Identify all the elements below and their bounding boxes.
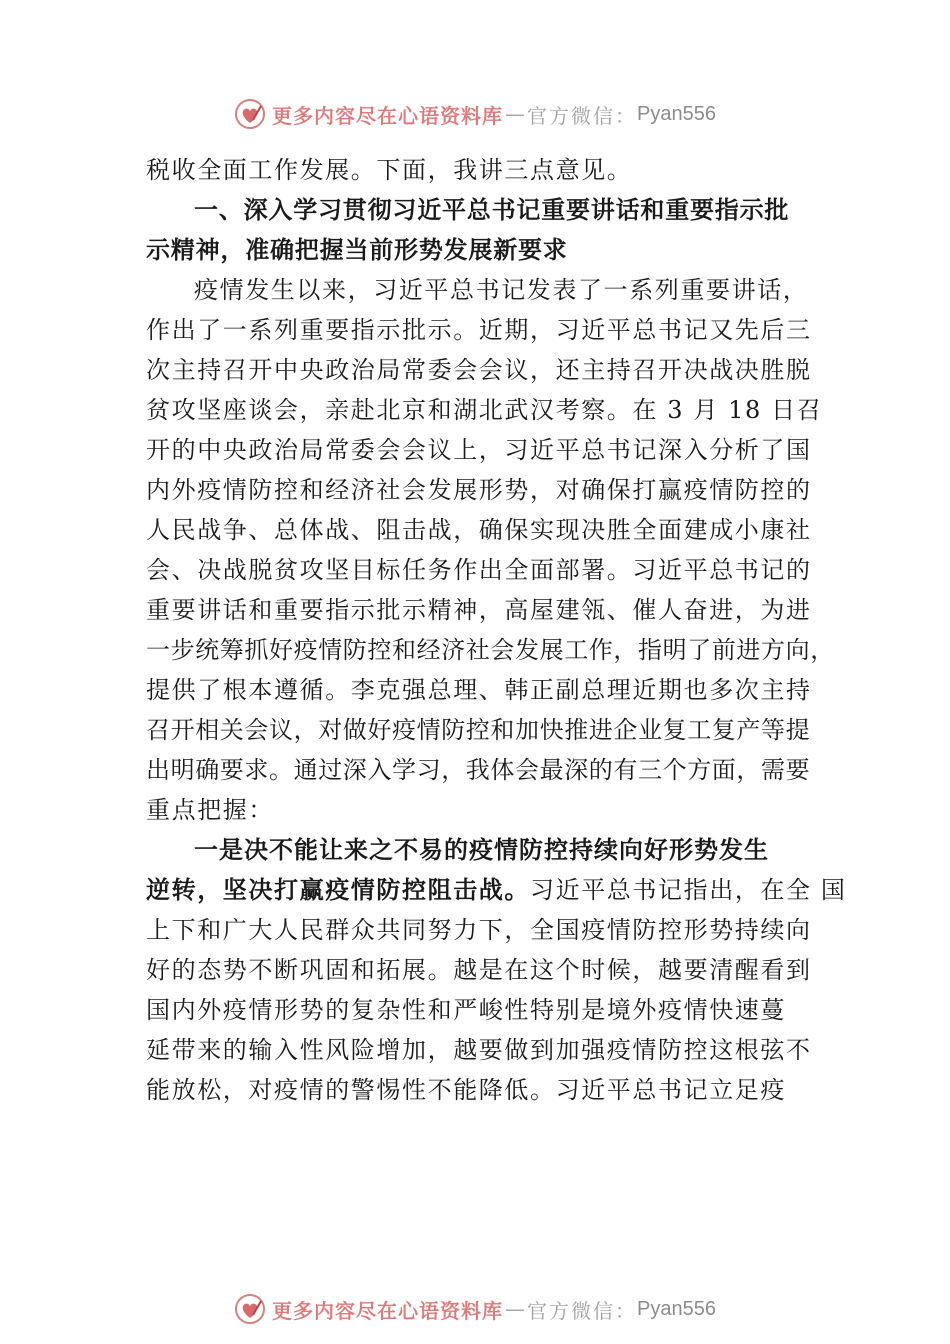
paragraph-line: 内外疫情防控和经济社会发展形势，对确保打赢疫情防控的 [146,476,812,504]
watermark-separator: — [505,1297,526,1321]
watermark-label: 官方微信： [527,1298,638,1323]
watermark-text: 更多内容尽在心语资料库 [272,103,504,128]
paragraph-line: 税收全面工作发展。下面，我讲三点意见。 [146,156,633,184]
paragraph-line: 提供了根本遵循。李克强总理、韩正副总理近期也多次主持 [146,676,812,704]
key-point-line-mixed [146,870,847,910]
section-heading-line: 示精神，准确把握当前形势发展新要求 [146,236,568,264]
key-point-line: 一是决不能让来之不易的疫情防控持续向好形势发生 [194,835,769,864]
watermark-label: 官方微信： [527,103,638,128]
paragraph-line: 会、决战脱贫攻坚目标任务作出全面部署。习近平总书记的 [146,556,812,584]
paragraph-line: 重点把握： [146,796,274,824]
paragraph-line: 上下和广大人民群众共同努力下，全国疫情防控形势持续向 [146,916,812,944]
paragraph-line: 重要讲话和重要指示批示精神，高屋建瓴、催人奋进，为进 [146,596,812,624]
paragraph-line: 一步统筹抓好疫情防控和经济社会发展工作，指明了前进方向， [146,636,835,664]
paragraph-line: 作出了一系列重要指示批示。近期，习近平总书记又先后三 [146,316,812,344]
paragraph-line: 人民战争、总体战、阻击战，确保实现决胜全面建成小康社 [146,516,812,544]
footer-watermark [0,1287,950,1331]
watermark-separator: — [505,102,526,126]
paragraph-line: 出明确要求。通过深入学习，我体会最深的有三个方面，需要 [146,756,811,784]
key-point-bold-text: 逆转，坚决打赢疫情防控阻击战。 [146,875,530,904]
paragraph-line: 次主持召开中央政治局常委会会议，还主持召开决战决胜脱 [146,356,812,384]
paragraph-line: 好的态势不断巩固和拓展。越是在这个时候，越要清醒看到 [146,956,812,984]
paragraph-line: 疫情发生以来，习近平总书记发表了一系列重要讲话， [194,276,809,304]
document-body [146,150,847,1110]
paragraph-line: 贫攻坚座谈会，亲赴北京和湖北武汉考察。在 3 月 18 日召 [146,396,823,424]
watermark-wechat-id: Pyan556 [637,102,716,125]
paragraph-line: 能放松，对疫情的警惕性不能降低。习近平总书记立足疫 [146,1076,786,1104]
heart-pen-logo-icon [234,1293,266,1325]
key-point-regular-text: 习近平总书记指出，在全 国 [530,876,847,904]
paragraph-line: 召开相关会议，对做好疫情防控和加快推进企业复工复产等提 [146,716,811,744]
heart-pen-logo-icon [234,98,266,130]
watermark-wechat-id: Pyan556 [637,1297,716,1320]
watermark-text: 更多内容尽在心语资料库 [272,1298,504,1323]
section-heading-line: 一、深入学习贯彻习近平总书记重要讲话和重要指示批 [194,196,790,224]
paragraph-line: 国内外疫情形势的复杂性和严峻性特别是境外疫情快速蔓 [146,996,786,1024]
paragraph-line: 延带来的输入性风险增加，越要做到加强疫情防控这根弦不 [146,1036,812,1064]
paragraph-line: 开的中央政治局常委会会议上，习近平总书记深入分析了国 [146,436,812,464]
header-watermark [0,92,950,136]
